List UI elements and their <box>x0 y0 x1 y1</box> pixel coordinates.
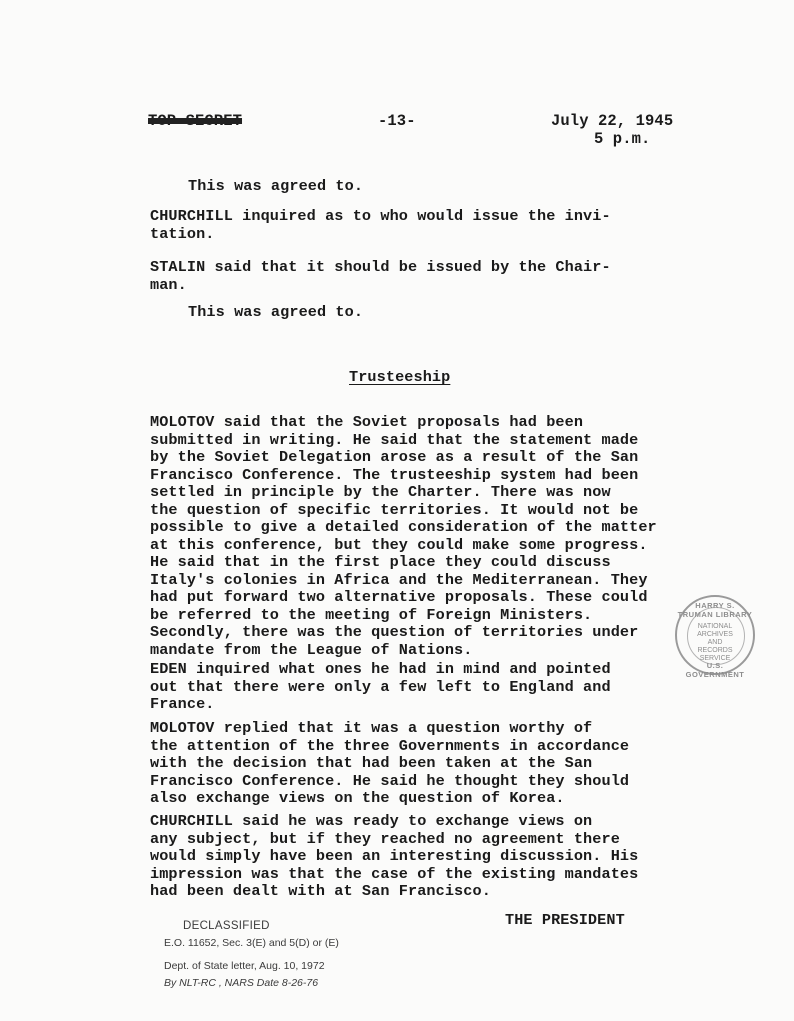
paragraph: CHURCHILL said he was ready to exchange views on any subject, but if they reached no agreement there would simply have been an interesting discussion. His impression was that the case of the existing mandates had been dealt with at San Francisco. <box>150 812 639 900</box>
paragraph: MOLOTOV replied that it was a question worthy of the attention of the three Governments in accordance with the decision that had been taken at the San Francisco Conference. He said he thought they should also exchange views on the question of Korea. <box>150 719 630 807</box>
declassified-by: By NLT-RC , NARS Date 8-26-76 <box>164 977 319 989</box>
declassified-authority: E.O. 11652, Sec. 3(E) and 5(D) or (E) <box>164 937 339 949</box>
section-heading: Trusteeship <box>349 368 451 386</box>
stamp-ring-top: HARRY S. TRUMAN LIBRARY <box>677 601 753 619</box>
paragraph: This was agreed to. <box>188 303 364 321</box>
paragraph: MOLOTOV said that the Soviet proposals had been submitted in writing. He said that the statement made by the Soviet Delegation arose as a result of the San Francisco Conference. The trusteeship system had been settled in principle by the Charter. There was now the question of specific territories. It would not be possible to give a detailed consideration of the matter at this conference, but they could make some progress. He said that in the first place they could discuss Italy's colonies in Africa and the Mediterranean. They had put forward two alternative proposals. These could be referred to the meeting of Foreign Ministers. Secondly, there was the question of territories under mandate from the League of Nations. <box>150 413 657 659</box>
page-number: -13- <box>378 112 416 130</box>
closing-speaker: THE PRESIDENT <box>505 911 625 929</box>
declassified-title: DECLASSIFIED <box>183 920 270 932</box>
archive-stamp <box>675 595 755 679</box>
document-date: July 22, 1945 <box>551 112 674 130</box>
paragraph: CHURCHILL inquired as to who would issue the invi- tation. <box>150 207 611 243</box>
stamp-center-text: NATIONAL ARCHIVES AND RECORDS SERVICE <box>697 623 733 662</box>
paragraph: This was agreed to. <box>188 177 364 195</box>
stamp-ring-bottom: U.S. GOVERNMENT <box>685 661 745 679</box>
document-time: 5 p.m. <box>594 130 651 148</box>
declassified-letter: Dept. of State letter, Aug. 10, 1972 <box>164 960 325 972</box>
classification-marking: TOP SECRET <box>148 112 243 130</box>
paragraph: STALIN said that it should be issued by the Chair- man. <box>150 258 611 294</box>
paragraph: EDEN inquired what ones he had in mind and pointed out that there were only a few left to England and France. <box>150 660 611 713</box>
